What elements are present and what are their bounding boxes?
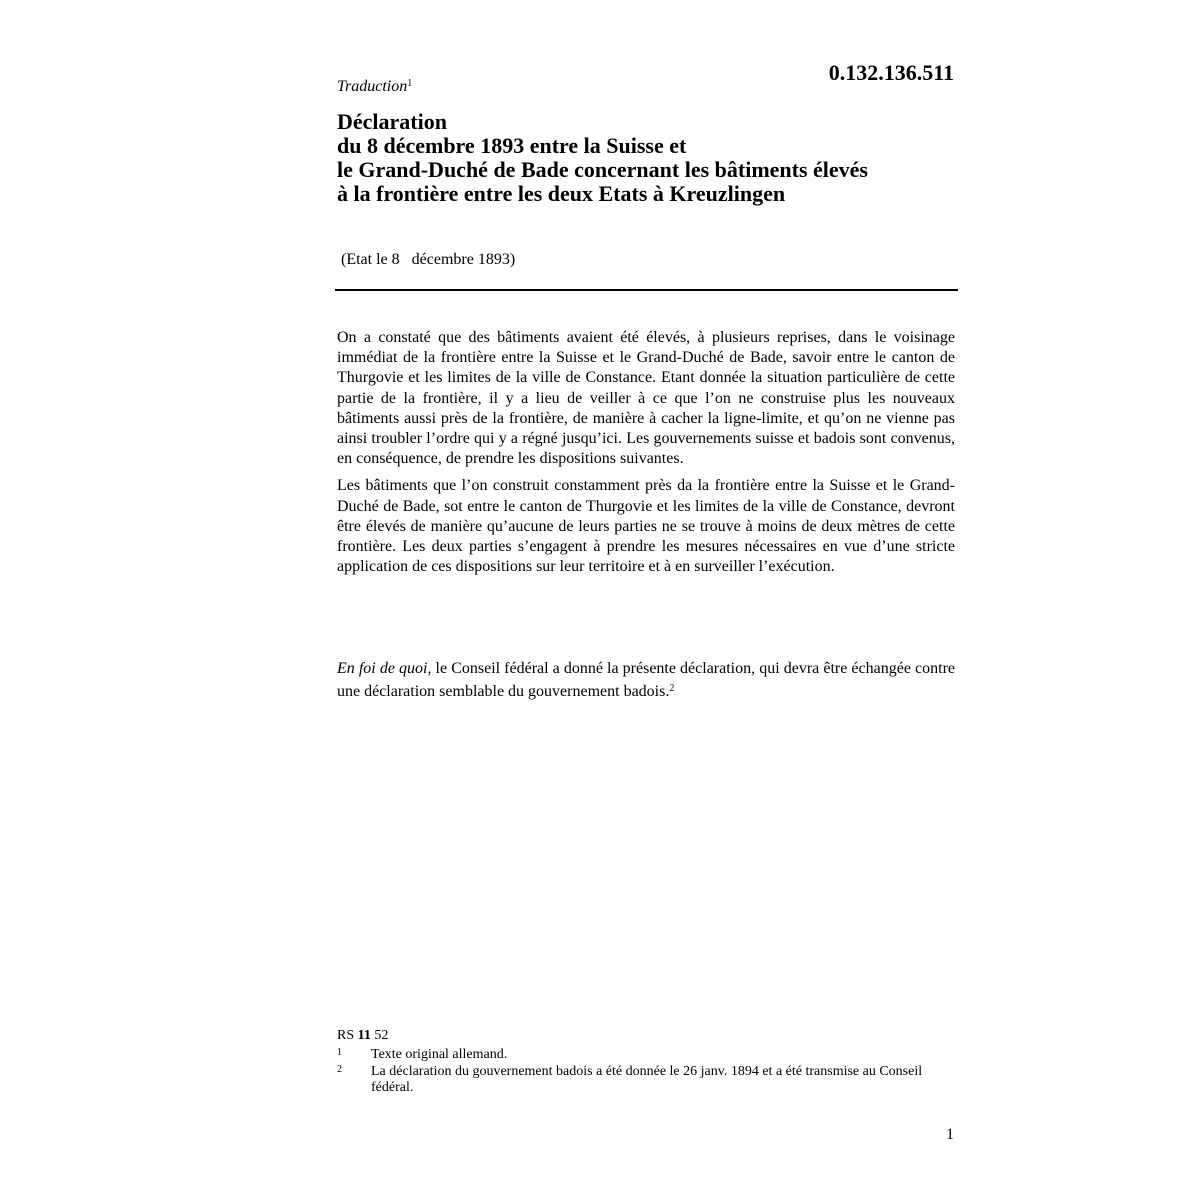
title-line: le Grand-Duché de Bade concernant les bâtiments élevés [337, 157, 868, 182]
title-line: Déclaration [337, 109, 447, 134]
status-date: (Etat le 8 décembre 1893) [341, 251, 516, 268]
footnote-ref-2[interactable]: 2 [669, 683, 675, 695]
rs-number: 0.132.136.511 [828, 60, 954, 85]
footnote-number: 2 [337, 1064, 342, 1075]
header-divider [335, 289, 958, 291]
translation-label [337, 74, 412, 97]
closing-paragraph [337, 659, 955, 702]
rs-reference [337, 1027, 388, 1045]
footnote-text: La déclaration du gouvernement badois a été donnée le 26 janv. 1894 et a été transmise au Conseil fédéral. [371, 1064, 923, 1095]
translation-label-text: Traduction [337, 78, 408, 95]
rs-reference-suffix: 52 [370, 1028, 389, 1043]
document-title [337, 110, 958, 206]
body-paragraph: Les bâtiments que l’on construit constamment près da la frontière entre la Suisse et le Grand-Duché de Bade, sot entre le canton de Thurgovie et les limites de la ville de Constance, devront être élevés de manière qu’aucune de leurs parties ne se trouve à moins de deux mètres de cette frontière. Les deux parties s’engagent à prendre les mesures nécessaires en vue d’une stricte application de ces dispositions sur leur territoire et à en surveiller l’exécution. [337, 477, 955, 576]
footnote-text: Texte original allemand. [371, 1047, 508, 1062]
document-page [337, 0, 958, 1200]
footnotes [337, 1047, 958, 1097]
rs-reference-bold: 11 [357, 1028, 371, 1043]
closing-italic: En foi de quoi, [337, 660, 432, 677]
page-number: 1 [946, 1126, 954, 1143]
footnote-item [337, 1064, 958, 1096]
body-paragraph: On a constaté que des bâtiments avaient été élevés, à plusieurs reprises, dans le voisinage immédiat de la frontière entre la Suisse et le Grand-Duché de Bade, savoir entre le canton de Thurgovie et les limites de la ville de Constance. Etant donnée la situation particulière de cette partie de la frontière, il y a lieu de veiller à ce que l’on ne construise plus les nouveaux bâtiments aussi près de la frontière, de manière à cacher la ligne-limite, et qu’on ne vienne pas ainsi troubler l’ordre qui y a régné jusqu’ici. Les gouvernements suisse et badois sont convenus, en conséquence, de prendre les dispositions suivantes. [337, 329, 955, 468]
title-line: à la frontière entre les deux Etats à Kreuzlingen [337, 181, 786, 206]
title-line: du 8 décembre 1893 entre la Suisse et [337, 133, 687, 158]
footnote-ref-1[interactable]: 1 [407, 78, 413, 89]
footnote-item [337, 1047, 958, 1063]
footnote-number: 1 [337, 1047, 342, 1058]
body-text [337, 328, 955, 584]
rs-reference-prefix: RS [337, 1028, 358, 1043]
closing-text: le Conseil fédéral a donné la présente déclaration, qui devra être échangée contre une déclaration semblable du gouvernement badois. [337, 660, 955, 701]
